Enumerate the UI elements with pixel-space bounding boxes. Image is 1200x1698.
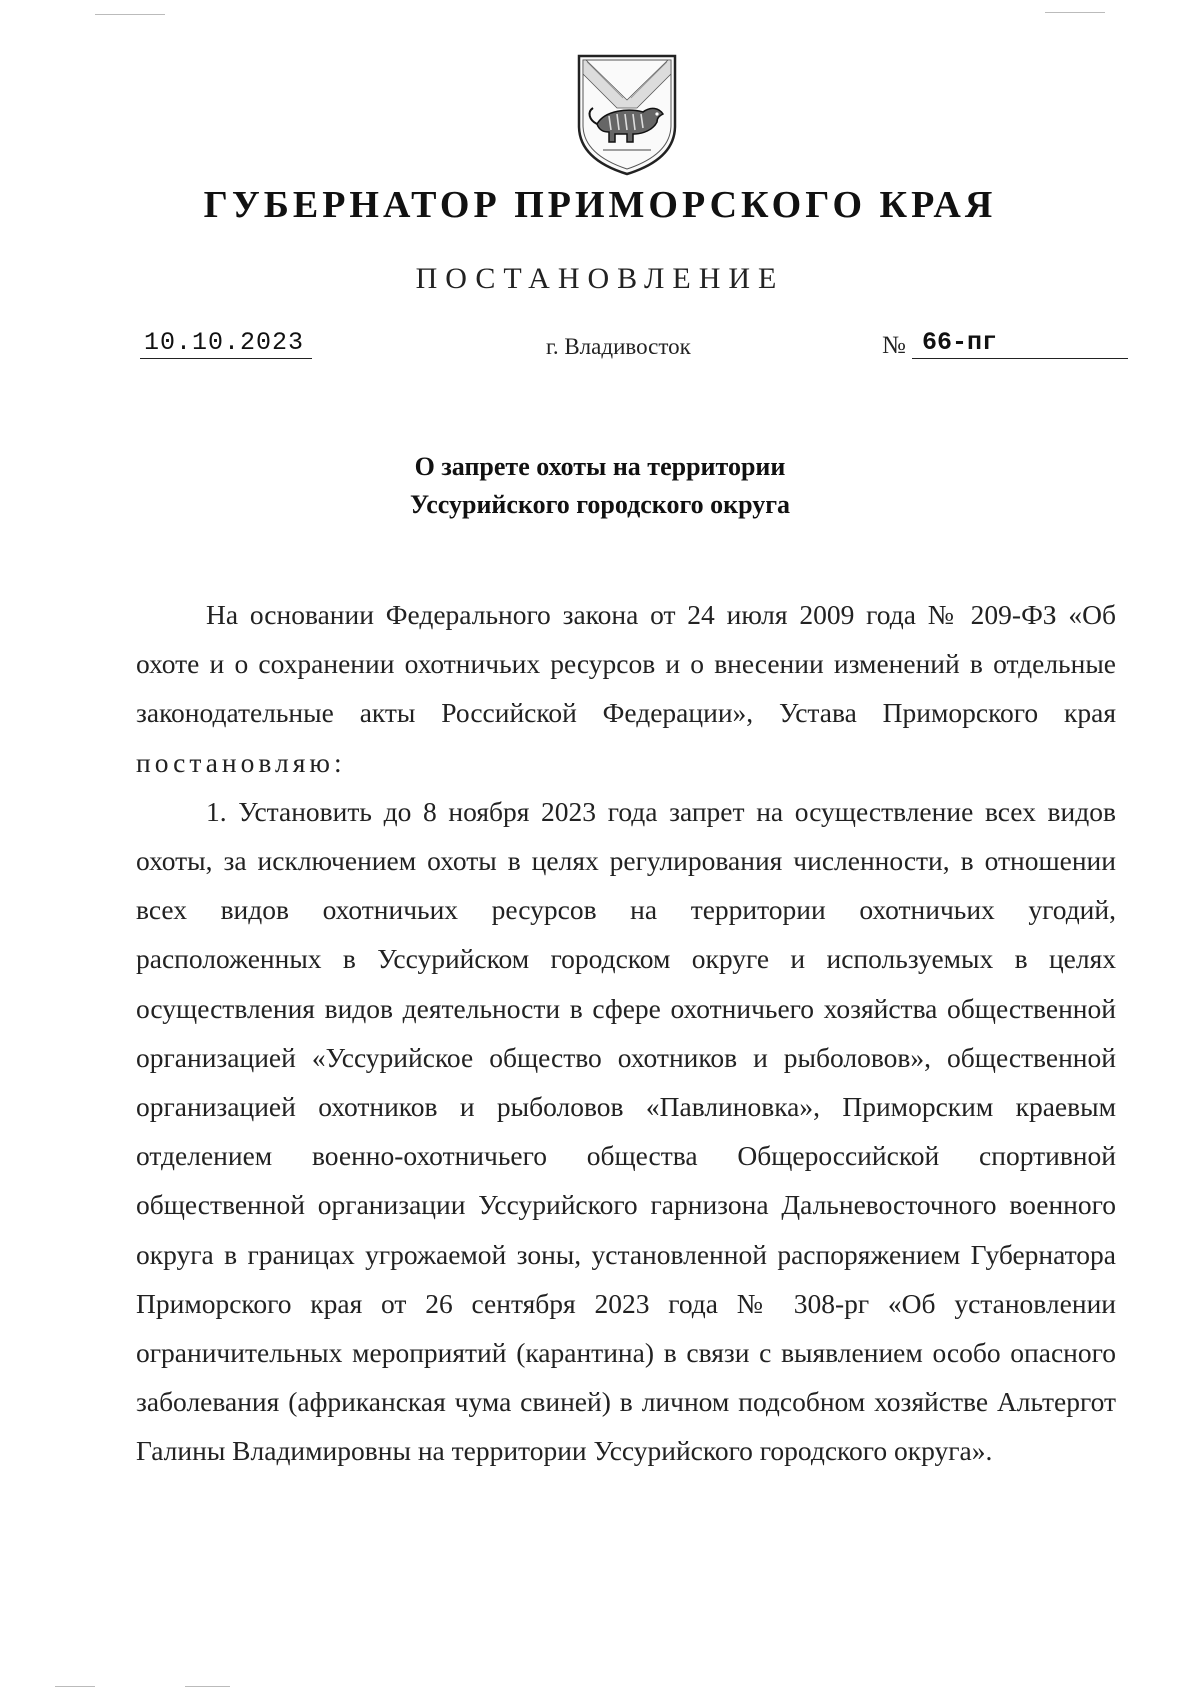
- scan-artifact: [95, 14, 165, 15]
- scan-artifact: [185, 1686, 230, 1687]
- document-subject: [0, 448, 1200, 524]
- preamble-paragraph: [136, 590, 1116, 787]
- scan-artifact: [55, 1686, 95, 1687]
- decree-word: постановляю: [136, 746, 334, 778]
- document-number: 66-пг: [912, 328, 1128, 359]
- preamble-end: :: [333, 746, 342, 778]
- number-sign: №: [882, 332, 906, 359]
- scan-artifact: [1045, 12, 1105, 13]
- clause-1-paragraph: 1. Установить до 8 ноября 2023 года запрет на осуществление всех видов охоты, за исключением охоты в целях регулирования численности, в отношении всех видов охотничьих ресурсов на территории охотничьих угодий, расположенных в Уссурийском городском округе и используемых в целях осуществления видов деятельности в сфере охотничьего хозяйства общественной организацией «Уссурийское общество охотников и рыболовов», общественной организацией охотников и рыболовов «Павлиновка», Приморским краевым отделением военно-охотничьего общества Общероссийской спортивной общественной организации Уссурийского гарнизона Дальневосточного военного округа в границах угрожаемой зоны, установленной распоряжением Губернатора Приморского края от 26 сентября 2023 года № 308-рг «Об установлении ограничительных мероприятий (карантина) в связи с выявлением особо опасного заболевания (африканская чума свиней) в личном подсобном хозяйстве Альтергот Галины Владимировны на территории Уссурийского городского округа».: [136, 795, 1116, 1467]
- document-city: г. Владивосток: [546, 334, 691, 359]
- issuing-authority: ГУБЕРНАТОР ПРИМОРСКОГО КРАЯ: [203, 184, 997, 226]
- preamble-text: На основании Федерального закона от 24 июля 2009 года № 209-ФЗ «Об охоте и о сохранении охотничьих ресурсов и о внесении изменений в отдельные законодательные акты Российской Федерации», Устава Приморского края: [136, 599, 1116, 729]
- subject-line-2: Уссурийского городского округа: [409, 490, 791, 519]
- subject-line-1: О запрете охоты на территории: [414, 452, 786, 481]
- document-date: 10.10.2023: [140, 328, 312, 359]
- document-body: [136, 590, 1116, 1476]
- coat-of-arms-icon: [573, 52, 681, 178]
- document-type: ПОСТАНОВЛЕНИЕ: [415, 262, 785, 295]
